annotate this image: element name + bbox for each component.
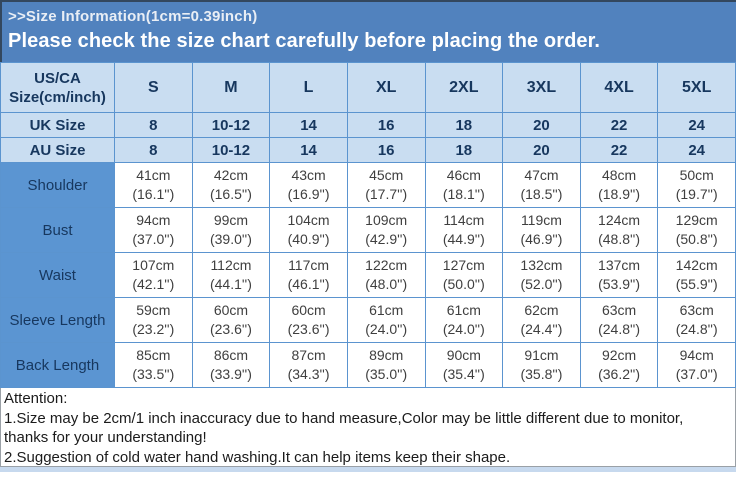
measurement-cell xyxy=(192,163,270,208)
measurement-row xyxy=(1,343,736,388)
measurement-inch-value: (18.9'') xyxy=(598,186,641,202)
measurement-cm-value: 59cm xyxy=(136,302,171,318)
measurement-inch-value: (46.1'') xyxy=(287,276,330,292)
measurement-cell xyxy=(270,208,348,253)
attention-title: Attention: xyxy=(4,390,68,407)
measurement-inch-value: (44.1'') xyxy=(209,276,252,292)
measurement-cm-value: 42cm xyxy=(213,167,249,183)
measurement-inch-value: (48.8'') xyxy=(598,231,641,247)
measurement-inch-value: (18.5'') xyxy=(520,186,563,202)
measurement-cm-value: 61cm xyxy=(446,302,481,318)
measurement-cm-value: 45cm xyxy=(369,167,404,183)
measurement-inch-value: (36.2'') xyxy=(598,366,641,382)
measurement-inch-value: (18.1'') xyxy=(442,186,485,202)
measurement-cell xyxy=(503,208,581,253)
measurement-cm-value: 129cm xyxy=(675,212,718,228)
measurement-inch-value: (16.1'') xyxy=(132,186,175,202)
measurement-cell xyxy=(347,208,425,253)
size-value-cell: 24 xyxy=(658,113,736,138)
measurement-cm-value: 62cm xyxy=(524,302,559,318)
measurement-cell xyxy=(425,343,503,388)
measurement-inch-value: (50.8'') xyxy=(675,231,718,247)
size-column-header: M xyxy=(192,63,270,113)
measurement-row xyxy=(1,298,736,343)
attention-line-1: 1.Size may be 2cm/1 inch inaccuracy due to hand measure,Color may be little different due to monitor, xyxy=(4,409,684,427)
measurement-inch-value: (24.0'') xyxy=(442,321,485,337)
corner-header-line1: US/CA xyxy=(34,69,81,87)
size-value-cell: 20 xyxy=(503,113,581,138)
measurement-cm-value: 60cm xyxy=(213,302,249,318)
measurement-cell xyxy=(347,163,425,208)
measurement-cm-value: 127cm xyxy=(442,257,485,273)
measurement-cell xyxy=(580,208,658,253)
measurement-cm-value: 89cm xyxy=(369,347,404,363)
measurement-cm-value: 124cm xyxy=(598,212,641,228)
measurement-inch-value: (34.3'') xyxy=(287,366,330,382)
measurement-inch-value: (44.9'') xyxy=(442,231,485,247)
measurement-cm-value: 60cm xyxy=(291,302,326,318)
measurement-cell xyxy=(503,298,581,343)
measurement-inch-value: (52.0'') xyxy=(520,276,563,292)
measurement-cm-value: 137cm xyxy=(598,257,641,273)
measurement-cm-value: 85cm xyxy=(136,347,171,363)
measurement-cell xyxy=(580,253,658,298)
measurement-cell xyxy=(503,163,581,208)
measurement-inch-value: (55.9'') xyxy=(675,276,718,292)
measurement-cm-value: 90cm xyxy=(446,347,481,363)
measurement-cm-value: 114cm xyxy=(443,212,485,228)
measurement-cell xyxy=(425,298,503,343)
banner-title: >>Size Information(1cm=0.39inch) xyxy=(8,8,258,25)
size-column-header: L xyxy=(270,63,348,113)
measurement-cm-value: 94cm xyxy=(679,347,714,363)
measurement-cm-value: 109cm xyxy=(365,212,408,228)
size-column-header: 5XL xyxy=(658,63,736,113)
measurement-cell xyxy=(347,343,425,388)
measurement-row xyxy=(1,163,736,208)
row-label: UK Size xyxy=(1,113,115,138)
measurement-inch-value: (50.0'') xyxy=(442,276,485,292)
measurement-cell xyxy=(115,208,193,253)
measurement-cm-value: 63cm xyxy=(601,302,637,318)
measurement-cell xyxy=(658,208,736,253)
measurement-cell xyxy=(425,208,503,253)
measurement-cm-value: 46cm xyxy=(446,167,481,183)
measurement-inch-value: (24.8'') xyxy=(598,321,641,337)
measurement-cm-value: 119cm xyxy=(520,212,562,228)
measurement-cm-value: 48cm xyxy=(601,167,637,183)
measurement-cell xyxy=(192,208,270,253)
measurement-cm-value: 142cm xyxy=(675,257,718,273)
table-header-row xyxy=(1,63,736,113)
corner-header xyxy=(1,63,115,113)
row-label: Bust xyxy=(1,208,115,253)
attention-line-2: thanks for your understanding! xyxy=(4,429,207,446)
measurement-cell xyxy=(658,343,736,388)
measurement-inch-value: (42.9'') xyxy=(365,231,408,247)
measurement-cell xyxy=(503,253,581,298)
size-table-body xyxy=(1,63,736,388)
size-value-cell: 14 xyxy=(270,138,348,163)
measurement-inch-value: (39.0'') xyxy=(209,231,252,247)
row-label: AU Size xyxy=(1,138,115,163)
bottom-border-strip xyxy=(0,467,736,472)
measurement-cell xyxy=(425,163,503,208)
size-value-cell: 24 xyxy=(658,138,736,163)
size-value-cell: 14 xyxy=(270,113,348,138)
row-label: Back Length xyxy=(1,343,115,388)
measurement-cm-value: 99cm xyxy=(213,212,249,228)
measurement-cm-value: 107cm xyxy=(132,257,175,273)
measurement-cell xyxy=(270,343,348,388)
measurement-inch-value: (24.0'') xyxy=(365,321,408,337)
measurement-inch-value: (19.7'') xyxy=(675,186,718,202)
measurement-inch-value: (53.9'') xyxy=(598,276,641,292)
measurement-inch-value: (35.8'') xyxy=(520,366,563,382)
banner xyxy=(0,2,736,62)
size-value-cell: 8 xyxy=(115,138,193,163)
measurement-inch-value: (23.6'') xyxy=(287,321,330,337)
measurement-cell xyxy=(347,298,425,343)
measurement-cell xyxy=(270,163,348,208)
measurement-cell xyxy=(503,343,581,388)
measurement-cell xyxy=(192,343,270,388)
measurement-cm-value: 91cm xyxy=(524,347,559,363)
measurement-inch-value: (16.5'') xyxy=(209,186,252,202)
measurement-inch-value: (35.4'') xyxy=(442,366,485,382)
row-label: Sleeve Length xyxy=(1,298,115,343)
size-column-header: XL xyxy=(347,63,425,113)
measurement-cell xyxy=(115,253,193,298)
measurement-inch-value: (23.2'') xyxy=(132,321,175,337)
measurement-cell xyxy=(115,298,193,343)
attention-line-3: 2.Suggestion of cold water hand washing.It can help items keep their shape. xyxy=(4,448,511,466)
measurement-cm-value: 86cm xyxy=(213,347,249,363)
measurement-inch-value: (23.6'') xyxy=(209,321,252,337)
measurement-row xyxy=(1,253,736,298)
measurement-cm-value: 87cm xyxy=(291,347,326,363)
measurement-inch-value: (33.5'') xyxy=(132,366,175,382)
size-value-cell: 18 xyxy=(425,113,503,138)
measurement-cm-value: 92cm xyxy=(601,347,637,363)
measurement-cm-value: 117cm xyxy=(288,257,330,273)
measurement-cm-value: 61cm xyxy=(369,302,404,318)
measurement-cm-value: 122cm xyxy=(365,257,408,273)
size-column-header: S xyxy=(115,63,193,113)
measurement-cm-value: 47cm xyxy=(524,167,559,183)
size-column-header: 2XL xyxy=(425,63,503,113)
measurement-cm-value: 132cm xyxy=(520,257,563,273)
size-value-cell: 16 xyxy=(347,138,425,163)
measurement-cell xyxy=(270,253,348,298)
measurement-cell xyxy=(580,298,658,343)
measurement-inch-value: (42.1'') xyxy=(132,276,175,292)
measurement-cell xyxy=(658,253,736,298)
measurement-inch-value: (33.9'') xyxy=(209,366,252,382)
size-value-cell: 22 xyxy=(580,113,658,138)
size-column-header: 4XL xyxy=(580,63,658,113)
measurement-inch-value: (37.0'') xyxy=(675,366,718,382)
size-value-cell: 10-12 xyxy=(192,138,270,163)
measurement-cell xyxy=(115,163,193,208)
measurement-inch-value: (17.7'') xyxy=(365,186,408,202)
measurement-cell xyxy=(270,298,348,343)
size-value-cell: 18 xyxy=(425,138,503,163)
row-label: Waist xyxy=(1,253,115,298)
measurement-cm-value: 43cm xyxy=(291,167,326,183)
size-value-cell: 16 xyxy=(347,113,425,138)
measurement-cell xyxy=(580,163,658,208)
measurement-cell xyxy=(658,163,736,208)
corner-header-line2: Size(cm/inch) xyxy=(9,88,106,106)
size-value-cell: 20 xyxy=(503,138,581,163)
size-value-cell: 10-12 xyxy=(192,113,270,138)
measurement-cell xyxy=(580,343,658,388)
size-conversion-row xyxy=(1,113,736,138)
measurement-cell xyxy=(658,298,736,343)
measurement-cm-value: 94cm xyxy=(136,212,171,228)
measurement-inch-value: (24.4'') xyxy=(520,321,563,337)
row-label: Shoulder xyxy=(1,163,115,208)
measurement-cm-value: 112cm xyxy=(210,257,252,273)
measurement-row xyxy=(1,208,736,253)
size-conversion-row xyxy=(1,138,736,163)
measurement-inch-value: (40.9'') xyxy=(287,231,330,247)
measurement-cell xyxy=(347,253,425,298)
measurement-inch-value: (16.9'') xyxy=(287,186,330,202)
banner-subtitle: Please check the size chart carefully before placing the order. xyxy=(8,30,601,52)
measurement-inch-value: (48.0'') xyxy=(365,276,408,292)
measurement-inch-value: (24.8'') xyxy=(675,321,718,337)
measurement-inch-value: (35.0'') xyxy=(365,366,408,382)
size-value-cell: 8 xyxy=(115,113,193,138)
measurement-cell xyxy=(115,343,193,388)
measurement-cm-value: 50cm xyxy=(679,167,714,183)
measurement-inch-value: (46.9'') xyxy=(520,231,563,247)
measurement-cm-value: 41cm xyxy=(136,167,171,183)
size-value-cell: 22 xyxy=(580,138,658,163)
attention-section xyxy=(0,388,736,467)
size-column-header: 3XL xyxy=(503,63,581,113)
measurement-cell xyxy=(192,298,270,343)
measurement-cell xyxy=(192,253,270,298)
measurement-cell xyxy=(425,253,503,298)
measurement-cm-value: 104cm xyxy=(287,212,330,228)
size-table xyxy=(0,62,736,388)
measurement-inch-value: (37.0'') xyxy=(132,231,175,247)
measurement-cm-value: 63cm xyxy=(679,302,714,318)
